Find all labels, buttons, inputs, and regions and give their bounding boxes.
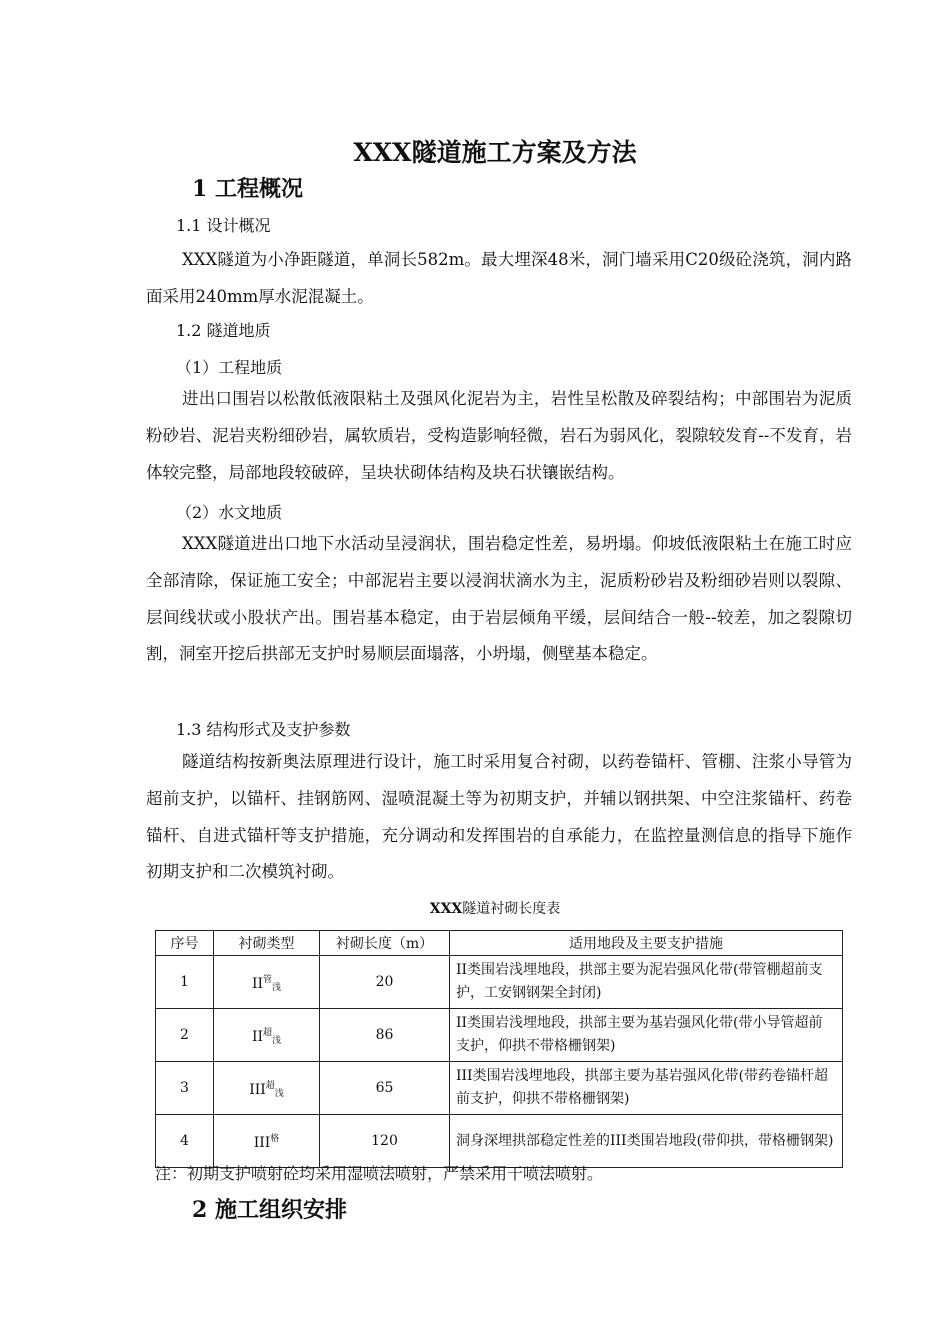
- row-length: 65: [320, 1062, 450, 1115]
- header-measure: 适用地段及主要支护措施: [450, 931, 843, 956]
- header-length: 衬砌长度（m）: [320, 931, 450, 956]
- table-caption: [0, 898, 950, 918]
- section-1-heading: 1 工程概况: [192, 176, 303, 202]
- engineering-geology-heading: （1）工程地质: [176, 358, 283, 377]
- document-title: XXX隧道施工方案及方法: [353, 138, 637, 167]
- row-measure: III类围岩浅埋地段，拱部主要为基岩强风化带(带药卷锚杆超前支护，仰拱不带格栅钢架): [450, 1062, 843, 1115]
- header-type: 衬砌类型: [214, 931, 320, 956]
- table-row: [156, 956, 843, 1009]
- table-row: [156, 1009, 843, 1062]
- section-2-heading: 2 施工组织安排: [192, 1197, 347, 1223]
- section-1-3-text: 隧道结构按新奥法原理进行设计，施工时采用复合衬砌，以药卷锚杆、管棚、注浆小导管为超前支护，以锚杆、挂钢筋网、湿喷混凝土等为初期支护，并辅以钢拱架、中空注浆锚杆、药卷锚杆、自进式锚杆等支护措施，充分调动和发挥围岩的自承能力，在监控量测信息的指导下施作初期支护和二次模筑衬砌。: [146, 752, 852, 882]
- row-length: 86: [320, 1009, 450, 1062]
- row-no: 4: [156, 1115, 214, 1168]
- engineering-geology-text: 进出口围岩以松散低液限粘土及强风化泥岩为主，岩性呈松散及碎裂结构；中部围岩为泥质粉砂岩、泥岩夹粉细砂岩，属软质岩，受构造影响轻微，岩石为弱风化，裂隙较发育--不发育，岩体较完整，局部地段较破碎，呈块状砌体结构及块石状镶嵌结构。: [146, 389, 852, 482]
- row-measure: II类围岩浅埋地段，拱部主要为基岩强风化带(带小导管超前支护，仰拱不带格栅钢架): [450, 1009, 843, 1062]
- header-no: 序号: [156, 931, 214, 956]
- row-no: 3: [156, 1062, 214, 1115]
- section-1-1-heading: 1.1 设计概况: [176, 216, 271, 235]
- table-caption-text: 隧道衬砌长度表: [462, 901, 561, 917]
- row-no: 1: [156, 956, 214, 1009]
- row-measure: II类围岩浅埋地段，拱部主要为泥岩强风化带(带管棚超前支护，工安钢钢架全封闭): [450, 956, 843, 1009]
- section-1-1-text: XXX隧道为小净距隧道，单洞长582m。最大埋深48米，洞门墙采用C20级砼浇筑，洞内路面采用240mm厚水泥混凝土。: [146, 250, 852, 306]
- table-row: [156, 1062, 843, 1115]
- hydrogeology-heading: （2）水文地质: [176, 503, 283, 522]
- lining-length-table: [155, 930, 843, 1168]
- section-1-3-heading: 1.3 结构形式及支护参数: [176, 720, 351, 739]
- row-no: 2: [156, 1009, 214, 1062]
- hydrogeology-text: XXX隧道进出口地下水活动呈浸润状，围岩稳定性差，易坍塌。仰坡低液限粘土在施工时应全部清除，保证施工安全；中部泥岩主要以浸润状滴水为主，泥质粉砂岩及粉细砂岩则以裂隙、层间线状或小股状产出。围岩基本稳定，由于岩层倾角平缓，层间结合一般--较差，加之裂隙切割，洞室开挖后拱部无支护时易顺层面塌落，小坍塌，侧壁基本稳定。: [146, 534, 852, 664]
- table-note: 注：初期支护喷射砼均采用湿喷法喷射，严禁采用干喷法喷射。: [155, 1164, 604, 1183]
- table-caption-prefix: XXX: [429, 901, 463, 917]
- row-type: $II^管_浅$: [214, 956, 320, 1009]
- row-measure: 洞身深埋拱部稳定性差的III类围岩地段(带仰拱，带格栅钢架): [450, 1115, 843, 1168]
- row-type: $III^超_浅$: [214, 1062, 320, 1115]
- row-type: $III^格$: [214, 1115, 320, 1168]
- table-header-row: [156, 931, 843, 956]
- row-length: 20: [320, 956, 450, 1009]
- section-1-2-heading: 1.2 隧道地质: [176, 321, 271, 340]
- table-row: [156, 1115, 843, 1168]
- row-length: 120: [320, 1115, 450, 1168]
- row-type: $II^超_浅$: [214, 1009, 320, 1062]
